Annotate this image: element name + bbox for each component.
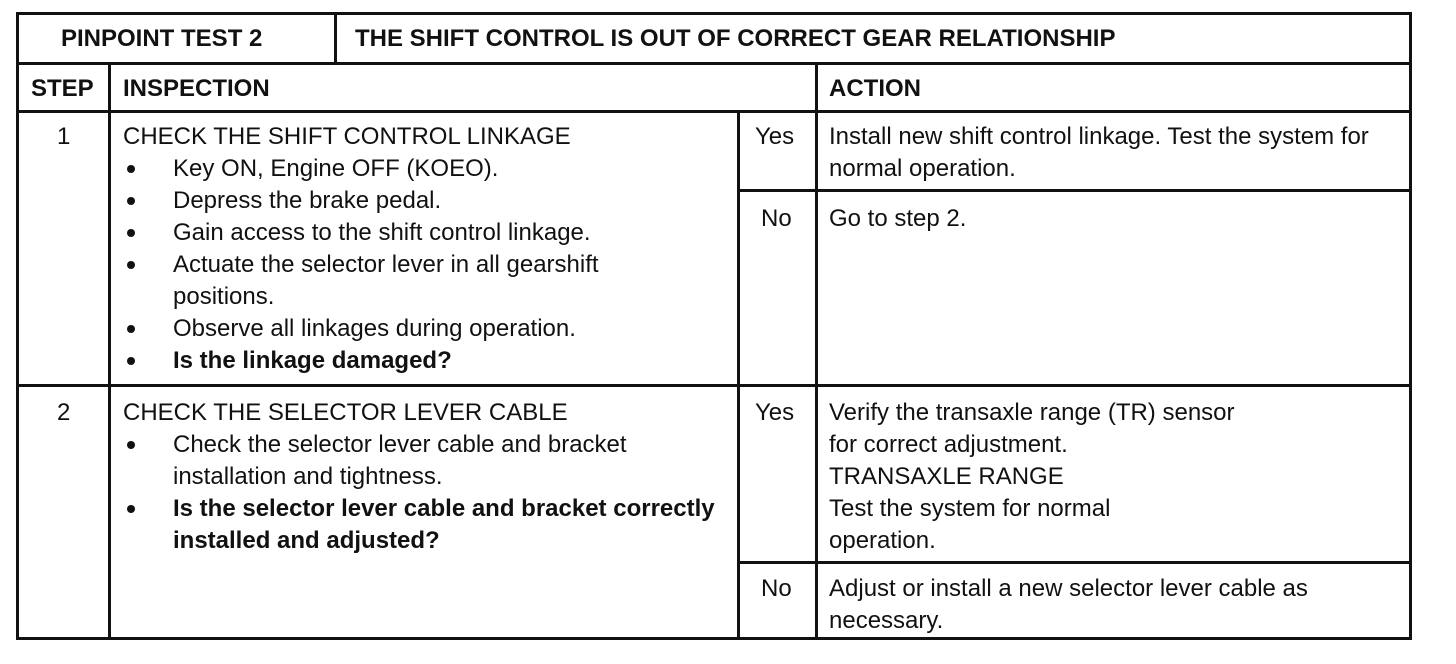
bullet-icon — [127, 505, 135, 513]
list-item — [123, 185, 723, 217]
step-1-yes-action — [829, 121, 1409, 185]
step-2-divider-b — [737, 387, 740, 637]
step-1-no-action — [829, 203, 1409, 235]
list-item — [123, 153, 723, 185]
action-text: Go to step 2. — [829, 205, 967, 232]
test-title: THE SHIFT CONTROL IS OUT OF CORRECT GEAR RELATIONSHIP — [355, 25, 1116, 52]
action-text: operation. — [829, 527, 936, 554]
bullet-text: Gain access to the shift control linkage. — [173, 219, 591, 246]
bullet-text: Actuate the selector lever in all gearshift positions. — [173, 251, 599, 310]
step-2-divider-a — [108, 387, 111, 637]
step-2-no-action — [829, 573, 1409, 637]
title-row — [19, 15, 1409, 65]
step-1-bullets — [123, 153, 723, 377]
step-1-divider-b — [737, 113, 740, 384]
action-col-divider — [815, 65, 818, 110]
step-1-question: Is the linkage damaged? — [173, 347, 452, 374]
step-2-question: Is the selector lever cable and bracket correctly installed and adjusted? — [173, 495, 715, 554]
list-item — [123, 313, 723, 345]
step-2-bullets — [123, 429, 723, 557]
bullet-text: Key ON, Engine OFF (KOEO). — [173, 155, 499, 182]
test-id: PINPOINT TEST 2 — [61, 25, 263, 52]
step-1-yes-no-divider — [737, 189, 1409, 192]
step-1-row — [19, 113, 1409, 387]
bullet-icon — [127, 261, 135, 269]
step-2-row — [19, 387, 1409, 637]
step-1-number: 1 — [57, 123, 71, 150]
bullet-icon — [127, 229, 135, 237]
action-text: Adjust or install a new selector lever cable as necessary. — [829, 575, 1308, 634]
bullet-text: Observe all linkages during operation. — [173, 315, 576, 342]
step-2-number: 2 — [57, 399, 71, 426]
action-text: for correct adjustment. — [829, 431, 1068, 458]
action-text: Install new shift control linkage. Test the system for normal operation. — [829, 123, 1369, 182]
step-2-yes-no-divider — [737, 561, 1409, 564]
list-item — [123, 429, 733, 493]
list-item — [123, 249, 693, 313]
action-text: Verify the transaxle range (TR) sensor — [829, 399, 1235, 426]
step-1-no-label: No — [761, 205, 792, 232]
list-item — [123, 345, 723, 377]
step-2-inspection — [123, 397, 723, 557]
column-header-row — [19, 65, 1409, 113]
step-header: STEP — [31, 75, 94, 102]
step-1-inspection — [123, 121, 723, 377]
step-2-yes-label: Yes — [755, 399, 795, 426]
bullet-icon — [127, 357, 135, 365]
bullet-text: Depress the brake pedal. — [173, 187, 442, 214]
bullet-icon — [127, 165, 135, 173]
title-divider — [334, 15, 337, 62]
bullet-text: Check the selector lever cable and bracket installation and tightness. — [173, 431, 627, 490]
bullet-icon — [127, 325, 135, 333]
step-2-no-label: No — [761, 575, 792, 602]
step-2-yes-action — [829, 397, 1409, 557]
bullet-icon — [127, 441, 135, 449]
step-1-divider-c — [815, 113, 818, 384]
step-2-divider-c — [815, 387, 818, 637]
step-col-divider — [108, 65, 111, 110]
step-2-title: CHECK THE SELECTOR LEVER CABLE — [123, 399, 568, 426]
pinpoint-test-table — [16, 12, 1412, 640]
step-1-title: CHECK THE SHIFT CONTROL LINKAGE — [123, 123, 571, 150]
list-item — [123, 493, 733, 557]
step-1-divider-a — [108, 113, 111, 384]
bullet-icon — [127, 197, 135, 205]
step-1-yes-label: Yes — [755, 123, 795, 150]
transaxle-range-reference: TRANSAXLE RANGE — [829, 463, 1064, 490]
action-header: ACTION — [829, 75, 921, 102]
inspection-header: INSPECTION — [123, 75, 270, 102]
list-item — [123, 217, 723, 249]
action-text: Test the system for normal — [829, 495, 1111, 522]
